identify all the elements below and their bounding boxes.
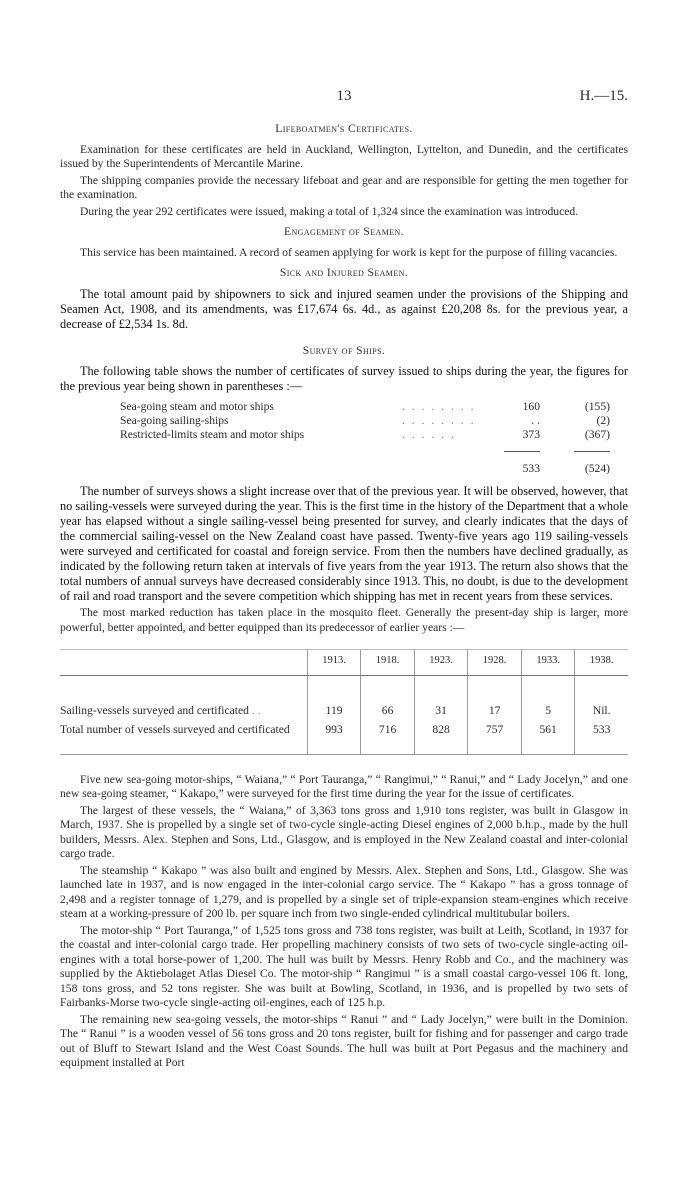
paragraph: The remaining new sea-going vessels, the motor-ships “ Ranui ” and “ Lady Jocelyn,” were built in the Dominion. The “ Ranui ” is a wooden vessel of 56 tons gross and 20 tons register, built for fishing and for passenger and cargo trade out of Bluff to Stewart Island and the West Coast Sounds. The hull was built at Port Pegasus and the machinery and equipment installed at Port [60,1012,628,1069]
table-cell: 17 [468,675,522,720]
year-column-header: 1913. [307,650,361,676]
paragraph: The largest of these vessels, the “ Waiana,” of 3,363 tons gross and 1,910 tons register, was built in Glasgow in March, 1937. She is propelled by a single set of two-cycle single-acting Diesel engines of 2,000 b.h.p., made by the hull builders, Messrs. Alex. Stephen and Sons, Ltd., Glasgow, and is employed in the New Zealand coastal and inter-colonial cargo trade. [60,803,628,860]
row-label: Sea-going steam and motor ships [120,400,274,413]
total-rule-cell [540,442,628,456]
year-column-header: 1938. [575,650,628,676]
paragraph: Examination for these certificates are held in Auckland, Wellington, Lyttelton, and Dunedin, and the certificates issued by the Superintendents of Mercantile Marine. [60,142,628,170]
total-rule-cell [492,442,540,456]
table-cell: 561 [521,720,575,755]
table-cell: 31 [414,675,468,720]
document-reference: H.—15. [579,88,628,104]
heading-sick-injured-seamen: Sick and Injured Seamen. [279,266,409,279]
heading-lifeboatmen-certificates: Lifeboatmen's Certificates. [275,122,413,135]
year-column-header: 1923. [414,650,468,676]
table-cell: 66 [361,675,415,720]
total-row [60,456,628,476]
total-rule [504,451,540,452]
table-cell: 119 [307,675,361,720]
paragraph: The most marked reduction has taken place in the mosquito fleet. Generally the present-day ship is larger, more powerful, better appointed, and better equipped than its predecessor of earlier years :— [60,606,628,634]
leader-dots: . . . . . . [402,428,456,441]
table-row [60,400,628,414]
paragraph: The motor-ship “ Port Tauranga,” of 1,525 tons gross and 738 tons register, was built at Leith, Scotland, in 1937 for the coastal and inter-colonial cargo trade. Her propelling machinery consists of two sets of two-cycle single-acting oil-engines with a total horse-power of 1,200. The hull was built by Messrs. Henry Robb and Co., and the machinery was supplied by the Aktiebolaget Atlas Diesel Co. The motor-ship “ Rangimui ” is a small coastal cargo-vessel 106 ft. long, 158 tons gross, and 52 tons register. She was built at Bowling, Scotland, in 1936, and is propelled by two sets of Fairbanks-Morse two-cycle single-acting oil-engines, each of 125 h.p. [60,923,628,1009]
table-row [60,414,628,428]
paragraph: During the year 292 certificates were issued, making a total of 1,324 since the examination was introduced. [80,204,579,218]
row-label-cell [60,675,307,720]
table-cell: 533 [575,720,628,755]
leader-dots: . . . . . . . . [402,400,476,413]
year-column-header: 1928. [468,650,522,676]
paragraph: The number of surveys shows a slight increase over that of the previous year. It will be observed, however, that no sailing-vessels were surveyed during the year. This is the first time in the history of the Department that a whole year has elapsed without a single sailing-vessel being presented for survey, and clearly indicates that the days of the commercial sailing-vessel on the New Zealand coast have passed. Twenty-five years ago 119 sailing-vessels were surveyed and certificated for coastal and foreign service. From then the numbers have declined gradually, as indicated by the following return taken at intervals of five years from the year 1913. The return also shows that the total numbers of annual surveys have decreased considerably since 1913. This, no doubt, is due to the development of rail and road transport and the severe competition which shipping has met in recent years from these services. [60,484,628,603]
total-previous-value: (524) [584,462,610,475]
paragraph: This service has been maintained. A record of seamen applying for work is kept for the purpose of filling vacancies. [80,245,618,259]
table-rule-row [60,442,628,456]
table-indent [60,428,120,442]
total-value: 533 [522,462,540,475]
paragraph: The total amount paid by shipowners to sick and injured seamen under the provisions of the Shipping and Seamen Act, 1908, and its amendments, was £17,674 6s. 4d., as against £20,208 8s. for the previous year, a decrease of £2,534 1s. 8d. [60,286,628,331]
table-row [60,428,628,442]
table-spacer [60,442,492,456]
row-previous-value: (2) [596,414,610,427]
row-label-cell [60,720,307,755]
survey-certificates-table [60,400,628,476]
paragraph: The shipping companies provide the necessary lifeboat and gear and are responsible for getting the men together for the examination. [60,173,628,201]
table-indent [60,414,120,428]
paragraph: The steamship “ Kakapo ” was also built and engined by Messrs. Alex. Stephen and Sons, Ltd., Glasgow. She was launched late in 1937, and is now engaged in the inter-colonial cargo service. The “ Kakapo ” has a gross tonnage of 2,498 and a register tonnage of 1,279, and is propelled by a single set of triple-expansion steam-engines which receive steam at a working-pressure of 200 lb. per square inch from two single-ended cylindrical multitubular boilers. [60,863,628,920]
table-header-blank [60,650,307,676]
paragraph: Five new sea-going motor-ships, “ Waiana,” “ Port Tauranga,” “ Rangimui,” “ Ranui,” and “ Lady Jocelyn,” and one new sea-going steamer, “ Kakapo,” were surveyed for the first time during the year for the issue of certificates. [60,772,628,800]
year-column-header: 1933. [521,650,575,676]
year-column-header: 1918. [361,650,415,676]
row-label: Restricted-limits steam and motor ships [120,428,305,441]
total-rule [574,451,610,452]
row-previous-value: (367) [584,428,610,441]
row-previous-value: (155) [584,400,610,413]
heading-engagement-of-seamen: Engagement of Seamen. [284,225,404,238]
row-label: Sea-going sailing-ships [120,414,229,427]
table-cell: 993 [307,720,361,755]
leader-dots: . . . . . . . . [402,414,476,427]
page-number: 13 [336,88,352,104]
table-cell: Nil. [575,675,628,720]
page-header [60,88,628,108]
sailing-vessel-returns-table [60,649,628,755]
table-cell: 828 [414,720,468,755]
leader-dots: . . [251,703,261,717]
paragraph: The following table shows the number of certificates of survey issued to ships during the year, the figures for the previous year being shown in parentheses :— [60,364,628,393]
table-spacer [60,456,492,476]
table-indent [60,400,120,414]
row-value: . . [531,414,540,427]
row-value: 373 [522,428,540,441]
row-value: 160 [522,400,540,413]
table-row [60,675,628,720]
heading-survey-of-ships: Survey of Ships. [302,343,386,357]
row-label: Total number of vessels surveyed and certificated [60,722,290,736]
row-label: Sailing-vessels surveyed and certificated [60,703,249,717]
table-row [60,720,628,755]
table-cell: 716 [361,720,415,755]
table-cell: 5 [521,675,575,720]
table-cell: 757 [468,720,522,755]
page-content [60,122,628,1073]
